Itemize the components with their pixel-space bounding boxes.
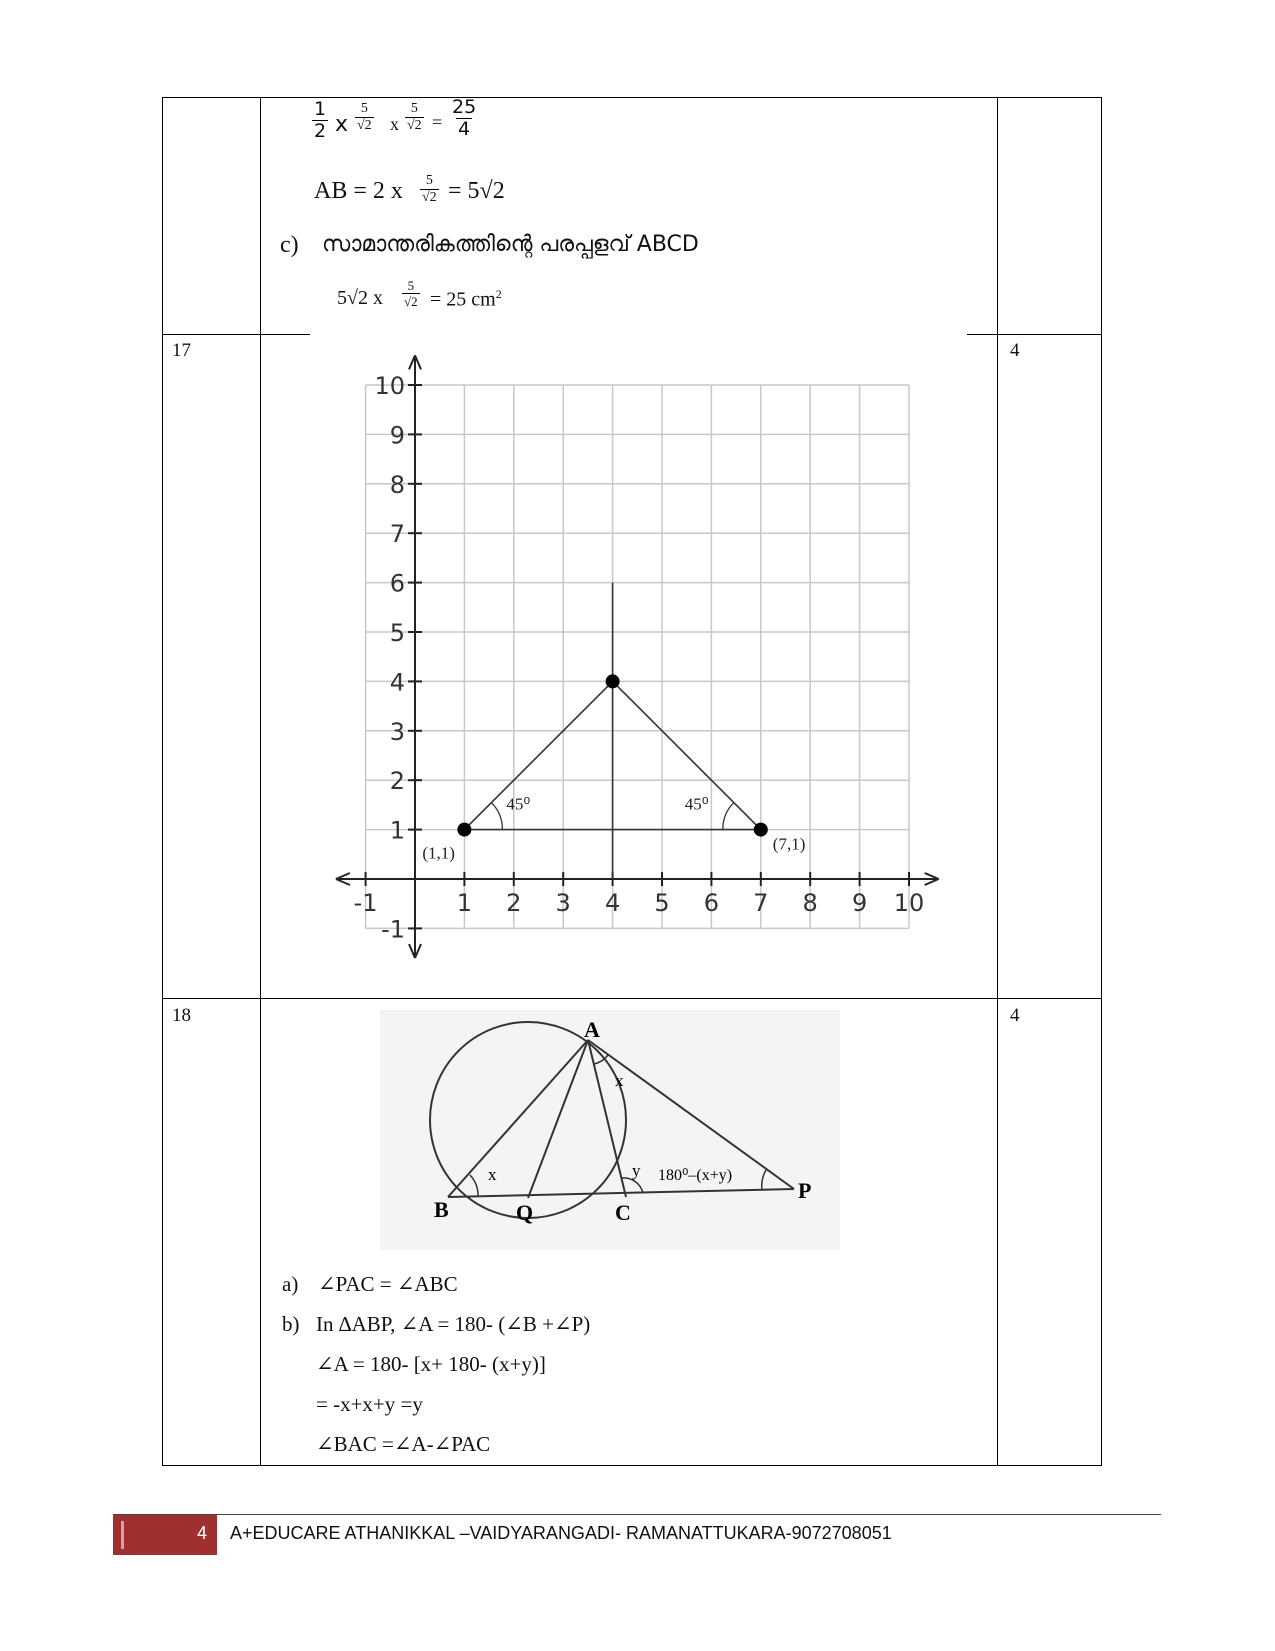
x-tick-label: 8 — [802, 889, 818, 917]
x-tick-label: 3 — [555, 889, 571, 917]
y-tick-label: -1 — [381, 915, 405, 944]
data-point — [754, 823, 768, 837]
x-tick-label: 10 — [893, 889, 925, 917]
marks: 4 — [1010, 1005, 1020, 1026]
label-q: Q — [516, 1200, 534, 1225]
question-number: 18 — [172, 1005, 191, 1026]
question-number: 17 — [172, 340, 191, 361]
right-point-label: (7,1) — [772, 834, 806, 854]
right-angle-label: 45⁰ — [684, 794, 709, 814]
part-b-step2: ∠A = 180- [x+ 180- (x+y)] — [316, 1352, 546, 1376]
y-tick-label: 2 — [389, 767, 405, 796]
angle-a-label: x — [615, 1071, 624, 1090]
area-prefix: 5√2 x — [337, 287, 383, 309]
x-tick-label: 2 — [506, 889, 522, 917]
angle-b-label: x — [488, 1165, 497, 1184]
fraction-half: $\frac{1}{2}$ — [314, 98, 327, 142]
part-a-label: a) — [282, 1272, 299, 1296]
fraction-5-root2: $\frac{5}{√2}$ — [357, 101, 372, 133]
part-b-step3: = -x+x+y =y — [316, 1392, 423, 1416]
left-angle-arc — [491, 803, 502, 830]
x-tick-label: 9 — [851, 889, 868, 917]
area-result: = 25 $cm^2$ — [430, 287, 502, 311]
marks: 4 — [1010, 340, 1020, 361]
times-sign: x — [335, 112, 349, 137]
fraction-5-root2: $\frac{5}{√2}$ — [422, 173, 437, 205]
y-tick-label: 6 — [389, 569, 405, 598]
x-tick-label: 5 — [654, 889, 670, 917]
part-b-label: b) — [282, 1312, 300, 1336]
y-tick-label: 3 — [389, 717, 405, 746]
x-tick-label: -1 — [353, 889, 378, 917]
angle-p-label: 180⁰–(x+y) — [658, 1167, 733, 1184]
circle-tangent-diagram — [380, 1010, 840, 1250]
x-tick-label: 4 — [604, 889, 621, 917]
times-sign: x — [390, 114, 399, 134]
page-number-box — [113, 1515, 217, 1555]
x-tick-label: 6 — [703, 889, 720, 917]
y-tick-label: 1 — [389, 816, 405, 845]
data-point — [457, 823, 471, 837]
right-angle-arc — [723, 803, 734, 830]
y-tick-label: 4 — [389, 668, 405, 697]
y-tick-label: 8 — [389, 470, 405, 499]
coordinate-graph — [330, 350, 950, 965]
angle-c-label: y — [632, 1161, 641, 1180]
part-c-text: സാമാന്തരികത്തിന്റെ പരപ്പളവ് ABCD — [322, 232, 699, 257]
part-c-label: c) — [280, 232, 299, 258]
left-angle-label: 45⁰ — [506, 794, 531, 814]
y-tick-label: 5 — [389, 619, 405, 647]
label-a: A — [584, 1017, 600, 1042]
triangle-segment — [464, 681, 612, 829]
fraction-5-root2: $\frac{5}{√2}$ — [404, 278, 418, 309]
ab-result: = 5√2 — [448, 178, 505, 204]
data-point — [606, 674, 620, 688]
label-p: P — [798, 1178, 812, 1203]
equals-sign: = — [432, 112, 443, 132]
left-point-label: (1,1) — [422, 843, 455, 863]
y-tick-label: 10 — [374, 372, 405, 400]
y-tick-label: 9 — [389, 421, 405, 450]
fraction-25-4: $\frac{25}{4}$ — [452, 96, 477, 140]
x-tick-label: 7 — [753, 889, 769, 917]
x-tick-label: 1 — [456, 889, 473, 917]
page-number: 4 — [196, 1523, 207, 1543]
label-c: C — [615, 1200, 631, 1225]
fraction-5-root2: $\frac{5}{√2}$ — [407, 101, 422, 133]
label-b: B — [434, 1197, 449, 1222]
footer-text: A+EDUCARE ATHANIKKAL –VAIDYARANGADI- RAMANATTUKARA-9072708051 — [230, 1523, 892, 1543]
y-tick-label: 7 — [389, 520, 405, 549]
part-b-step4: ∠BAC =∠A-∠PAC — [316, 1432, 491, 1456]
part-b-text: In ∆ABP, ∠A = 180- (∠B +∠P) — [316, 1312, 591, 1336]
ab-prefix: AB = 2 x — [314, 178, 403, 204]
part-a-text: ∠PAC = ∠ABC — [318, 1272, 458, 1296]
